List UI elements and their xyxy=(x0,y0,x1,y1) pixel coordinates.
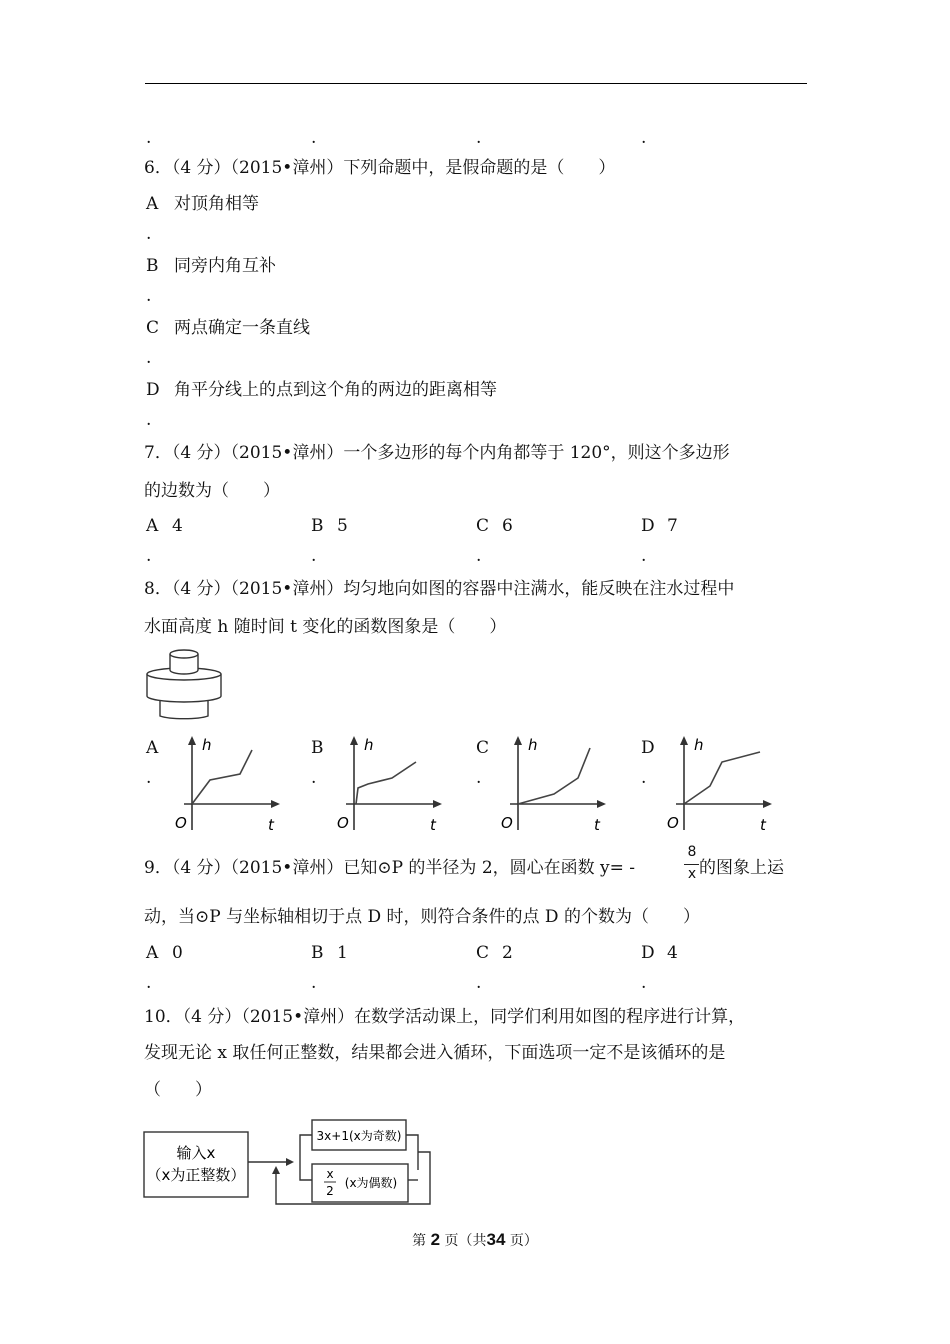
q9-option-b-letter: B xyxy=(311,943,324,963)
q6-option-c-text: 两点确定一条直线 xyxy=(174,318,310,338)
q8-graph-a-plot xyxy=(172,734,282,834)
q8-graph-b-plot xyxy=(334,734,444,834)
q7-stem-line1: 7．（4 分）（2015•漳州）一个多边形的每个内角都等于 120°，则这个多边形 xyxy=(144,443,730,463)
q7-option-a-dot: . xyxy=(146,546,152,566)
q9-frac-denominator: x xyxy=(687,866,697,882)
q7-option-d-dot: . xyxy=(641,546,647,566)
q6-option-c-dot: . xyxy=(146,348,152,368)
footer-page: 2 xyxy=(430,1230,441,1249)
q8-graph-d-h: h xyxy=(694,736,704,754)
q9-option-c-text: 2 xyxy=(502,943,513,963)
q8-graph-b-letter: B xyxy=(311,738,324,758)
q6-option-b-text: 同旁内角互补 xyxy=(174,256,276,276)
q9-option-d-text: 4 xyxy=(667,943,678,963)
q6-option-b-letter: B xyxy=(146,256,159,276)
q7-option-b-dot: . xyxy=(311,546,317,566)
q7-option-b-letter: B xyxy=(311,516,324,536)
q7-option-a-text: 4 xyxy=(172,516,183,536)
footer-prefix: 第 xyxy=(412,1233,427,1249)
footer-mid: 页（共 xyxy=(444,1233,487,1249)
q8-graph-d-plot xyxy=(664,734,774,834)
flow-branch-even-den: 2 xyxy=(326,1184,334,1198)
q9-frac-bar xyxy=(684,864,699,865)
q7-option-d-text: 7 xyxy=(667,516,678,536)
q7-option-d-letter: D xyxy=(641,516,655,536)
prev-option-dot-d: . xyxy=(641,128,647,148)
q9-option-a-dot: . xyxy=(146,973,152,993)
flow-input-line1: 输入x xyxy=(176,1144,216,1162)
footer-suffix: 页） xyxy=(509,1233,538,1249)
flow-branch-even-num: x xyxy=(326,1167,334,1181)
q8-graph-d-o: O xyxy=(667,814,679,832)
q9-frac-numerator: 8 xyxy=(687,844,697,860)
q8-stem-line1: 8．（4 分）（2015•漳州）均匀地向如图的容器中注满水，能反映在注水过程中 xyxy=(144,579,735,599)
q9-option-c-dot: . xyxy=(476,973,482,993)
prev-option-dot-c: . xyxy=(476,128,482,148)
header-rule xyxy=(145,83,807,84)
q6-option-a-text: 对顶角相等 xyxy=(174,194,259,214)
q9-option-a-letter: A xyxy=(146,943,159,963)
footer-total: 34 xyxy=(486,1230,506,1249)
q9-option-d-letter: D xyxy=(641,943,655,963)
q10-flowchart xyxy=(140,1112,440,1212)
page-footer xyxy=(0,1230,950,1250)
q8-graph-c-o: O xyxy=(501,814,513,832)
q8-graph-a-o: O xyxy=(175,814,187,832)
q8-graph-d-t: t xyxy=(760,816,766,834)
q8-graph-c-plot xyxy=(498,734,608,834)
q6-option-c-letter: C xyxy=(146,318,160,338)
q8-graph-a-h: h xyxy=(202,736,212,754)
q7-option-c-letter: C xyxy=(476,516,490,536)
q7-option-c-text: 6 xyxy=(502,516,513,536)
q8-graph-b-o: O xyxy=(337,814,349,832)
q8-graph-c-t: t xyxy=(594,816,600,834)
q6-stem: 6．（4 分）（2015•漳州）下列命题中，是假命题的是（ ） xyxy=(144,158,616,178)
q8-graph-a-dot: . xyxy=(146,768,152,788)
q9-option-a-text: 0 xyxy=(172,943,183,963)
q9-option-b-dot: . xyxy=(311,973,317,993)
q8-graph-d-dot: . xyxy=(641,768,647,788)
q8-graph-b-t: t xyxy=(430,816,436,834)
q9-option-b-text: 1 xyxy=(337,943,348,963)
q8-graph-c-h: h xyxy=(528,736,538,754)
q6-option-a-dot: . xyxy=(146,224,152,244)
q6-option-b-dot: . xyxy=(146,286,152,306)
q8-graph-b-h: h xyxy=(364,736,374,754)
q8-graph-a-t: t xyxy=(268,816,274,834)
q9-option-c-letter: C xyxy=(476,943,490,963)
q10-stem-line1: 10．（4 分）（2015•漳州）在数学活动课上，同学们利用如图的程序进行计算， xyxy=(144,1007,746,1027)
q9-stem-line2: 动，当⊙P 与坐标轴相切于点 D 时，则符合条件的点 D 的个数为（ ） xyxy=(144,907,700,927)
q10-stem-line3: （ ） xyxy=(144,1080,212,1100)
q9-option-d-dot: . xyxy=(641,973,647,993)
q6-option-d-text: 角平分线上的点到这个角的两边的距离相等 xyxy=(174,380,497,400)
q7-stem-line2: 的边数为（ ） xyxy=(144,481,280,501)
q10-stem-line2: 发现无论 x 取任何正整数，结果都会进入循环，下面选项一定不是该循环的是 xyxy=(144,1043,726,1063)
flow-branch-odd: 3x+1(x为奇数) xyxy=(316,1129,402,1143)
q8-graph-c-dot: . xyxy=(476,768,482,788)
q6-option-d-letter: D xyxy=(146,380,160,400)
flow-input-line2: （x为正整数） xyxy=(146,1166,246,1184)
q7-option-b-text: 5 xyxy=(337,516,348,536)
q6-option-a-letter: A xyxy=(146,194,159,214)
prev-option-dot-a: . xyxy=(146,128,152,148)
q8-graph-d-letter: D xyxy=(641,738,655,758)
q8-graph-a-letter: A xyxy=(146,738,159,758)
flow-branch-even-suffix: (x为偶数) xyxy=(344,1176,398,1190)
q8-stem-line2: 水面高度 h 随时间 t 变化的函数图象是（ ） xyxy=(144,617,507,637)
q7-option-a-letter: A xyxy=(146,516,159,536)
q6-option-d-dot: . xyxy=(146,410,152,430)
prev-option-dot-b: . xyxy=(311,128,317,148)
q8-graph-b-dot: . xyxy=(311,768,317,788)
q9-stem-part2: 的图象上运 xyxy=(699,858,784,878)
container-figure xyxy=(140,648,230,728)
q8-graph-c-letter: C xyxy=(476,738,490,758)
q9-stem-part1: 9．（4 分）（2015•漳州）已知⊙P 的半径为 2，圆心在函数 y= - xyxy=(144,858,636,878)
q7-option-c-dot: . xyxy=(476,546,482,566)
